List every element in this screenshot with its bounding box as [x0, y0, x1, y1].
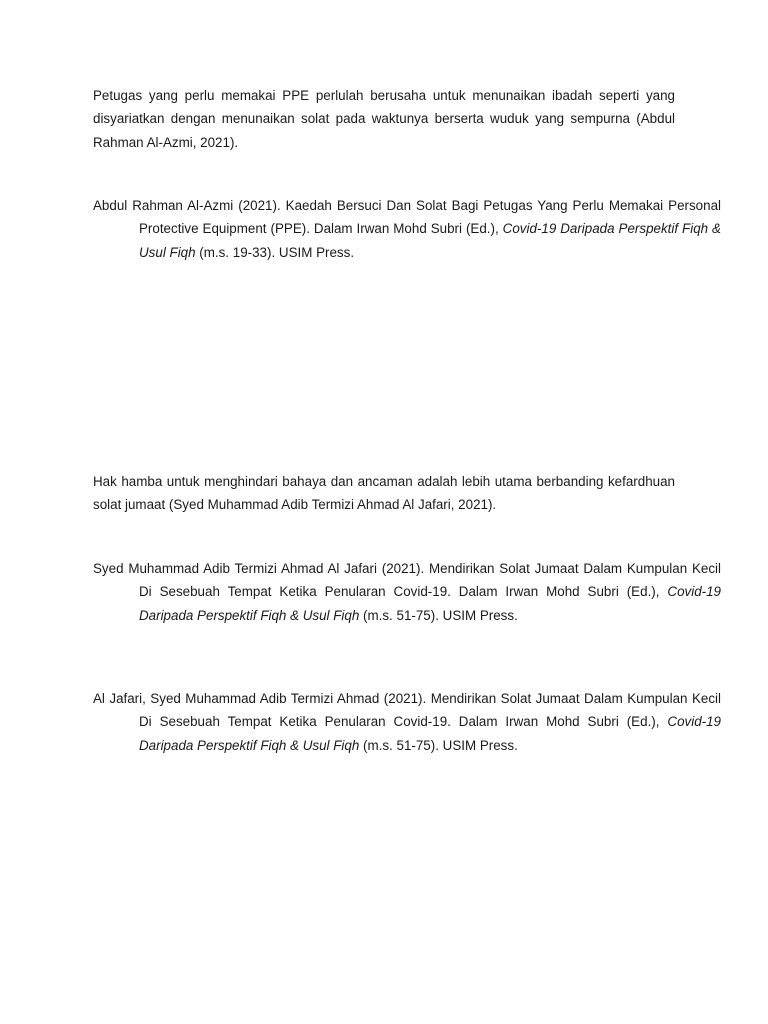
reference-entry-al-jafari — [93, 687, 721, 757]
reference-text: Al Jafari, Syed Muhammad Adib Termizi Ahmad (2021). Mendirikan Solat Jumaat Dalam Kumpulan Kecil Di Sesebuah Tempat Ketika Penularan Covid-19. Dalam Irwan Mohd Subri (Ed.), — [93, 691, 721, 730]
reference-entry-syed-muhammad — [93, 557, 721, 627]
reference-text: Syed Muhammad Adib Termizi Ahmad Al Jafari (2021). Mendirikan Solat Jumaat Dalam Kumpulan Kecil Di Sesebuah Tempat Ketika Penularan Covid-19. Dalam Irwan Mohd Subri (Ed.), — [93, 561, 721, 600]
body-paragraph-ppe: Petugas yang perlu memakai PPE perlulah berusaha untuk menunaikan ibadah seperti yang disyariatkan dengan menunaikan solat pada waktunya berserta wuduk yang sempurna (Abdul Rahman Al-Azmi, 2021). — [93, 88, 675, 150]
reference-entry-al-azmi — [93, 194, 721, 264]
reference-book-title: Covid-19 Daripada Perspektif Fiqh & Usul Fiqh — [139, 221, 721, 260]
body-paragraph-jumaat: Hak hamba untuk menghindari bahaya dan ancaman adalah lebih utama berbanding kefardhuan solat jumaat (Syed Muhammad Adib Termizi Ahmad Al Jafari, 2021). — [93, 474, 675, 513]
reference-text: Abdul Rahman Al-Azmi (2021). Kaedah Bersuci Dan Solat Bagi Petugas Yang Perlu Memakai Personal Protective Equipment (PPE). Dalam Irwan Mohd Subri (Ed.), — [93, 198, 721, 237]
reference-pages-publisher: (m.s. 19-33). USIM Press. — [195, 244, 355, 260]
reference-book-title: Covid-19 Daripada Perspektif Fiqh & Usul Fiqh — [139, 714, 721, 753]
reference-pages-publisher: (m.s. 51-75). USIM Press. — [359, 607, 518, 623]
reference-book-title: Covid-19 Daripada Perspektif Fiqh & Usul Fiqh — [139, 584, 721, 623]
reference-pages-publisher: (m.s. 51-75). USIM Press. — [359, 737, 518, 753]
